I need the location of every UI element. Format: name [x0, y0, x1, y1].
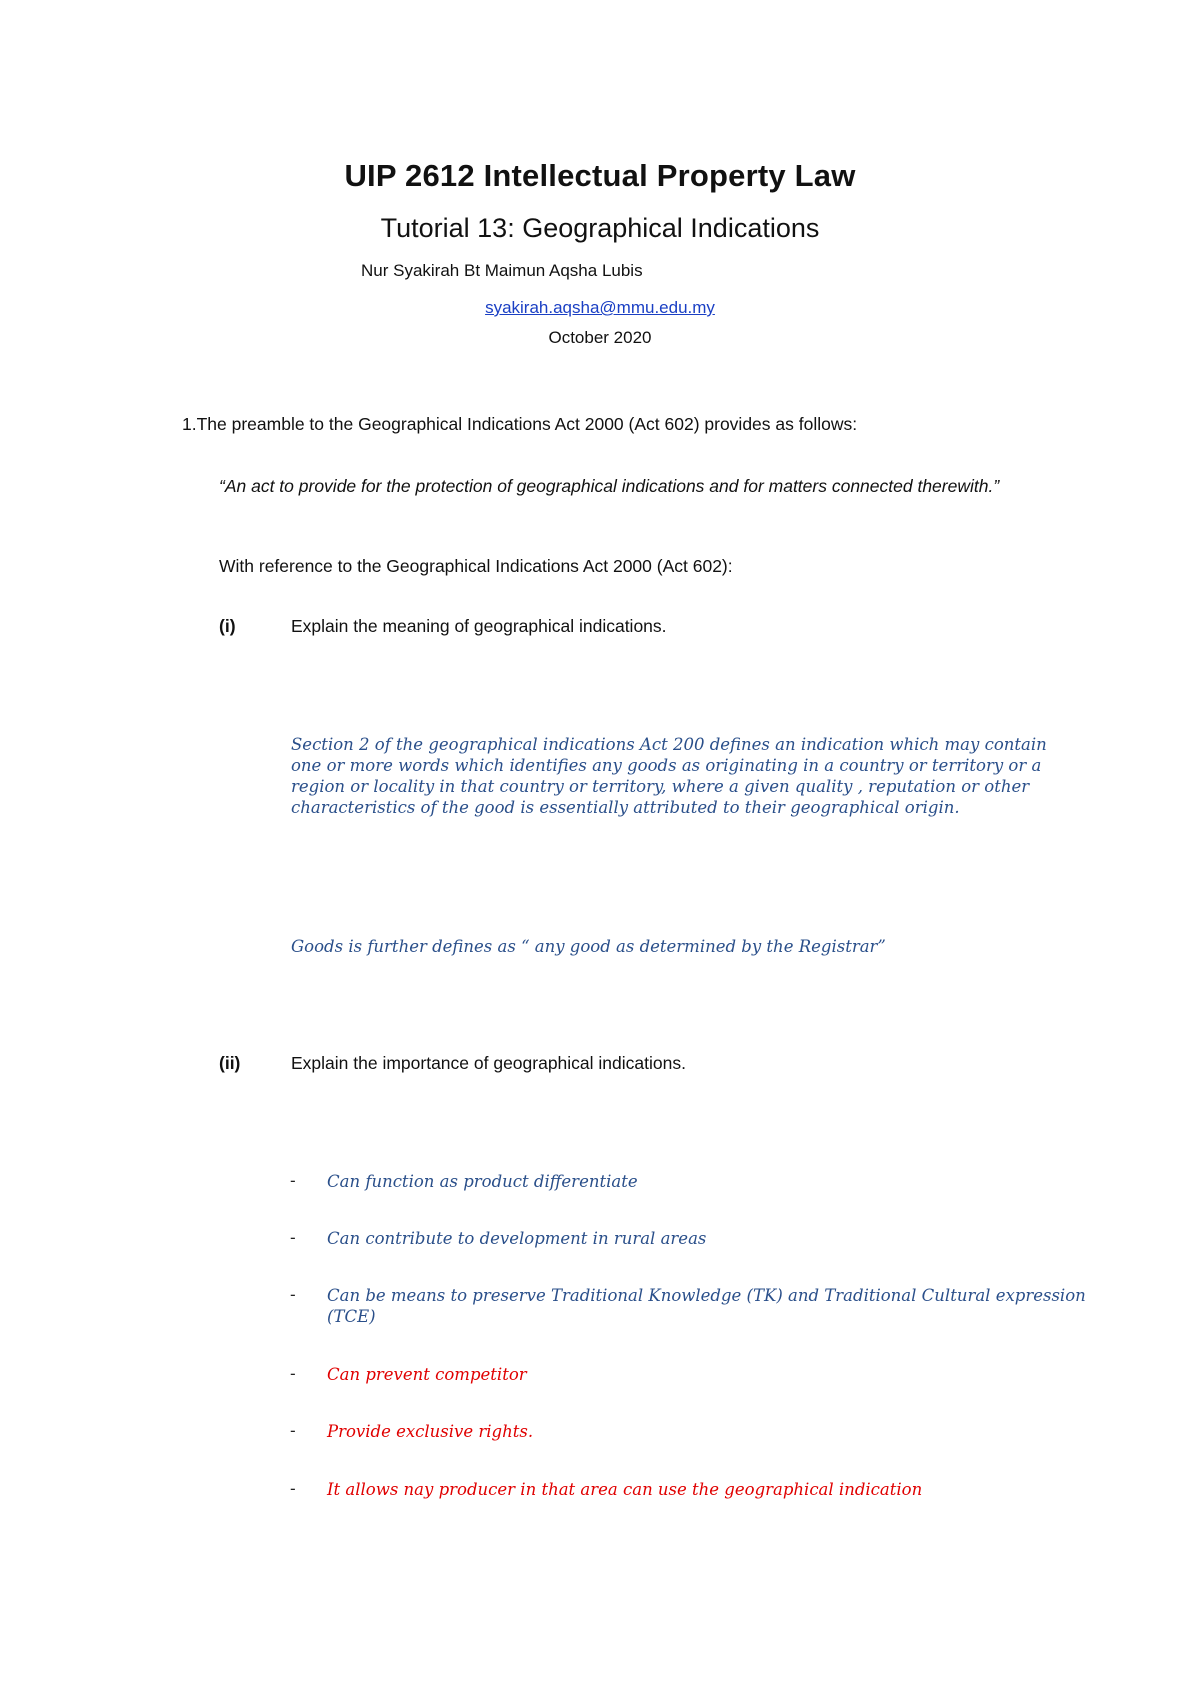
- author-name: Nur Syakirah Bt Maimun Aqsha Lubis: [361, 261, 643, 280]
- bullet-dash: -: [290, 1364, 296, 1383]
- bullet-dash: -: [290, 1421, 296, 1440]
- question-1-reference: With reference to the Geographical Indications Act 2000 (Act 602):: [219, 556, 733, 576]
- course-title: UIP 2612 Intellectual Property Law: [344, 158, 856, 193]
- part-ii-prompt: Explain the importance of geographical indications.: [291, 1053, 686, 1073]
- list-item: Provide exclusive rights.: [327, 1422, 534, 1441]
- document-date: October 2020: [548, 328, 652, 347]
- part-i-marker: (i): [219, 616, 236, 636]
- part-i-answer: Section 2 of the geographical indications Act 200 defines an indication which may contain one or more words which identifies any goods as originating in a country or territory or a region or locality in that country or territory, where a given quality , reputation or other characteristics of the good is essentially attributed to their geographical origin.: [291, 735, 1047, 817]
- question-1-intro: 1.The preamble to the Geographical Indications Act 2000 (Act 602) provides as follows:: [182, 414, 858, 434]
- part-ii-marker: (ii): [219, 1053, 241, 1073]
- bullet-dash: -: [290, 1228, 296, 1247]
- list-item: Can be means to preserve Traditional Knowledge (TK) and Traditional Cultural expression (TCE): [327, 1286, 1086, 1326]
- part-i-prompt: Explain the meaning of geographical indications.: [291, 616, 667, 636]
- list-item: Can contribute to development in rural areas: [327, 1229, 707, 1248]
- list-item: Can function as product differentiate: [327, 1172, 638, 1191]
- tutorial-title: Tutorial 13: Geographical Indications: [380, 213, 820, 243]
- bullet-dash: -: [290, 1171, 296, 1190]
- list-item: Can prevent competitor: [327, 1365, 527, 1384]
- author-email-link[interactable]: syakirah.aqsha@mmu.edu.my: [485, 298, 715, 317]
- goods-definition: Goods is further defines as “ any good as determined by the Registrar”: [291, 937, 886, 956]
- bullet-dash: -: [290, 1285, 296, 1304]
- bullet-dash: -: [290, 1479, 296, 1498]
- preamble-quote: “An act to provide for the protection of geographical indications and for matters connected therewith.”: [219, 476, 1000, 496]
- list-item: It allows nay producer in that area can use the geographical indication: [327, 1480, 923, 1499]
